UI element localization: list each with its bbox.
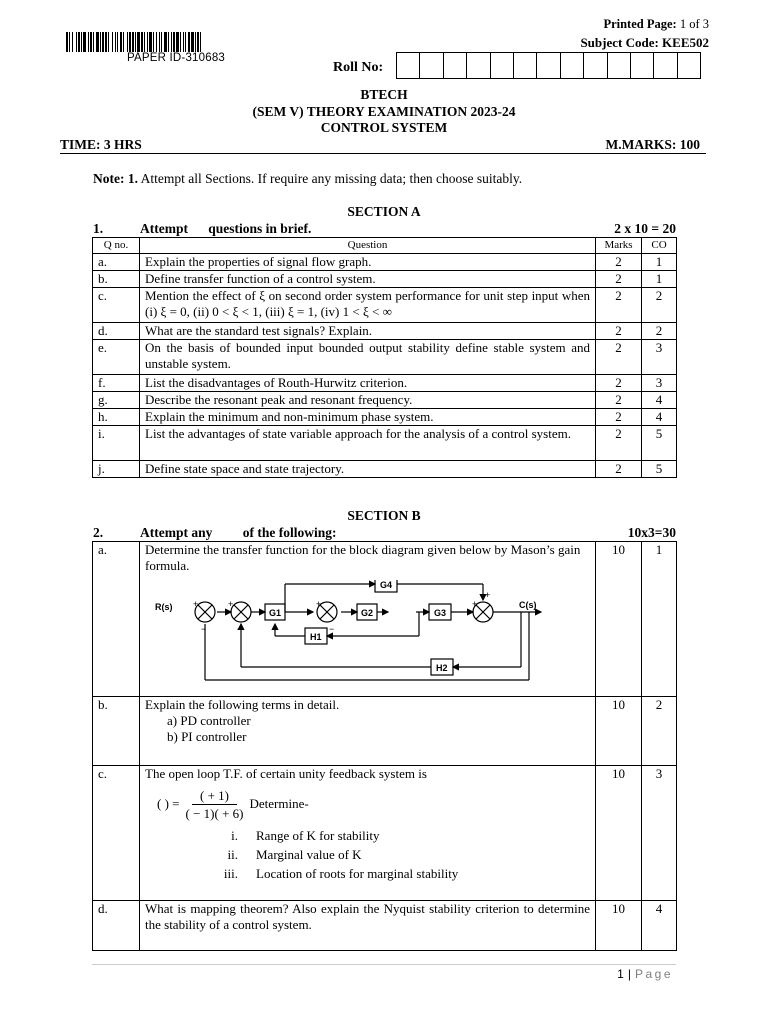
header-qno: Q no. <box>93 238 140 254</box>
g2-label: G2 <box>361 608 374 618</box>
table-row <box>93 271 677 288</box>
roll-no-box <box>631 53 654 78</box>
q-text: Explain the properties of signal flow graph. <box>140 254 596 271</box>
exam-note <box>93 171 522 187</box>
roll-no-box <box>491 53 514 78</box>
q-text: The open loop T.F. of certain unity feedback system is <box>145 766 427 781</box>
roll-no-box <box>678 53 701 78</box>
table-row <box>93 375 677 392</box>
q-text: Describe the resonant peak and resonant frequency. <box>140 392 596 409</box>
section-b-table <box>92 541 677 951</box>
q-no: e. <box>93 340 140 375</box>
section-b-title: SECTION B <box>347 508 421 523</box>
q-co: 5 <box>642 426 677 461</box>
roman-numeral: iii. <box>223 866 238 881</box>
question-number: 1. <box>93 221 104 236</box>
q-no: b. <box>93 271 140 288</box>
q-marks: 2 <box>596 409 642 426</box>
question-marks: 2 x 10 = 20 <box>614 221 676 236</box>
q-text: What are the standard test signals? Explain. <box>140 323 596 340</box>
q-co: 5 <box>642 461 677 478</box>
tf-determine: Determine- <box>249 796 309 811</box>
q-no: c. <box>93 288 140 323</box>
q-no: d. <box>93 323 140 340</box>
g3-label: G3 <box>434 608 447 618</box>
q-co: 4 <box>642 392 677 409</box>
footer-separator: | <box>627 967 631 981</box>
q-text-cell <box>140 697 596 766</box>
q-no: h. <box>93 409 140 426</box>
svg-text:+: + <box>193 599 199 609</box>
q-text-cell <box>140 766 596 901</box>
question-instruction: Attempt questions in brief. <box>140 221 312 236</box>
q-co: 4 <box>642 409 677 426</box>
q-co: 2 <box>642 697 677 766</box>
q-marks: 10 <box>596 901 642 951</box>
table-row <box>93 254 677 271</box>
q-text: Determine the transfer function for the block diagram given below by Mason’s gain formula. <box>145 542 581 573</box>
q-no: c. <box>93 766 140 901</box>
question-marks: 10x3=30 <box>627 525 676 540</box>
printed-page-label: Printed Page: <box>603 17 677 31</box>
note-text: Attempt all Sections. If require any missing data; then choose suitably. <box>140 171 523 186</box>
footer-divider <box>92 964 676 965</box>
q-text: Explain the minimum and non-minimum phase system. <box>140 409 596 426</box>
q-co: 3 <box>642 375 677 392</box>
time-limit: TIME: 3 HRS <box>60 137 142 152</box>
roman-list <box>145 826 590 883</box>
q-no: g. <box>93 392 140 409</box>
q-no: b. <box>93 697 140 766</box>
q-text: List the advantages of state variable approach for the analysis of a control system. <box>140 426 596 461</box>
printed-page-value: 1 of 3 <box>679 17 709 31</box>
q-text: Explain the following terms in detail. <box>145 697 340 712</box>
table-row <box>93 697 677 766</box>
q-no: i. <box>93 426 140 461</box>
roll-no-box <box>537 53 560 78</box>
q-marks: 2 <box>596 375 642 392</box>
q-no: j. <box>93 461 140 478</box>
block-diagram <box>145 580 545 685</box>
table-header-row <box>93 238 677 254</box>
q-no: f. <box>93 375 140 392</box>
input-label: R(s) <box>155 602 173 612</box>
list-item-text: Range of K for stability <box>256 828 380 843</box>
q-text: Define transfer function of a control system. <box>140 271 596 288</box>
q-text: On the basis of bounded input bounded output stability define stable system and unstable system. <box>140 340 596 375</box>
roll-no-label: Roll No: <box>333 60 384 75</box>
q-co: 4 <box>642 901 677 951</box>
list-item <box>200 845 590 864</box>
table-row <box>93 323 677 340</box>
section-a-table <box>92 237 677 478</box>
section-a-title: SECTION A <box>347 204 421 219</box>
q-marks: 10 <box>596 542 642 697</box>
roll-no-box <box>608 53 631 78</box>
table-row <box>93 766 677 901</box>
list-item-text: Marginal value of K <box>256 847 362 862</box>
note-label: Note: <box>93 171 125 186</box>
exam-title: (SEM V) THEORY EXAMINATION 2023-24 <box>252 104 516 119</box>
q-text-cell <box>140 542 596 697</box>
q-marks: 2 <box>596 392 642 409</box>
svg-text:−: − <box>237 624 243 634</box>
table-row <box>93 426 677 461</box>
roll-no-box <box>397 53 420 78</box>
g4-label: G4 <box>380 580 393 590</box>
h1-label: H1 <box>310 632 322 642</box>
transfer-function <box>157 784 590 824</box>
roll-no-box <box>561 53 584 78</box>
header-marks: Marks <box>596 238 642 254</box>
q-co: 3 <box>642 340 677 375</box>
q-text: What is mapping theorem? Also explain the Nyquist stability criterion to determine the stability of a control system. <box>140 901 596 951</box>
table-row <box>93 901 677 951</box>
table-row <box>93 340 677 375</box>
subject-code: Subject Code: KEE502 <box>580 35 709 50</box>
summing-junction <box>231 602 251 622</box>
q-marks: 10 <box>596 697 642 766</box>
page-footer <box>617 967 673 981</box>
q-co: 2 <box>642 323 677 340</box>
g1-label: G1 <box>269 608 282 618</box>
svg-text:+: + <box>485 590 491 600</box>
barcode <box>66 32 296 52</box>
roman-numeral: ii. <box>227 847 238 862</box>
q-marks: 2 <box>596 461 642 478</box>
roll-no-box <box>654 53 677 78</box>
header-co: CO <box>642 238 677 254</box>
q-marks: 2 <box>596 254 642 271</box>
list-item <box>200 864 590 883</box>
printed-page <box>603 17 709 32</box>
course-title: BTECH <box>360 87 408 102</box>
h2-label: H2 <box>436 663 448 673</box>
subject-title: CONTROL SYSTEM <box>320 120 448 135</box>
q-co: 1 <box>642 271 677 288</box>
q-marks: 2 <box>596 340 642 375</box>
q-co: 1 <box>642 542 677 697</box>
sub-items <box>145 713 590 745</box>
q-marks: 2 <box>596 271 642 288</box>
roman-numeral: i. <box>231 828 238 843</box>
question-number: 2. <box>93 525 104 540</box>
q-no: d. <box>93 901 140 951</box>
svg-text:+: + <box>316 599 322 609</box>
header-question: Question <box>140 238 596 254</box>
table-row <box>93 392 677 409</box>
table-row <box>93 288 677 323</box>
svg-text:+: + <box>472 599 478 609</box>
q-no: a. <box>93 542 140 697</box>
roll-no-box <box>584 53 607 78</box>
list-item <box>200 826 590 845</box>
roll-no-boxes <box>396 52 701 79</box>
sub-item: a) PD controller <box>167 713 251 728</box>
q-no: a. <box>93 254 140 271</box>
q-text: Define state space and state trajectory. <box>140 461 596 478</box>
note-number: 1. <box>127 171 138 186</box>
page-word: Page <box>634 967 673 981</box>
tf-fraction <box>186 787 244 822</box>
page-number: 1 <box>617 967 624 981</box>
table-row <box>93 409 677 426</box>
q-text: List the disadvantages of Routh-Hurwitz criterion. <box>140 375 596 392</box>
tf-numerator: ( + 1) <box>192 787 237 805</box>
output-label: C(s) <box>519 600 537 610</box>
roll-no-box <box>467 53 490 78</box>
roll-no-box <box>514 53 537 78</box>
roll-no-box <box>444 53 467 78</box>
question-instruction: Attempt any of the following: <box>140 525 337 540</box>
svg-text:−: − <box>201 624 207 634</box>
q-marks: 2 <box>596 426 642 461</box>
q-co: 3 <box>642 766 677 901</box>
max-marks: M.MARKS: 100 <box>605 137 700 152</box>
q-co: 2 <box>642 288 677 323</box>
q-marks: 2 <box>596 288 642 323</box>
tf-lhs: ( ) = <box>157 796 180 811</box>
table-row <box>93 461 677 478</box>
sub-item: b) PI controller <box>167 729 247 744</box>
q-marks: 10 <box>596 766 642 901</box>
q-marks: 2 <box>596 323 642 340</box>
table-row <box>93 542 677 697</box>
q-text: Mention the effect of ξ on second order system performance for unit step input when (i) ξ = 0, (ii) 0 < ξ < 1, (iii) ξ = 1, (iv) 1 < ξ < ∞ <box>140 288 596 323</box>
paper-id: PAPER ID-310683 <box>127 52 226 64</box>
roll-no-box <box>420 53 443 78</box>
tf-denominator: ( − 1)( + 6) <box>185 805 244 821</box>
q-co: 1 <box>642 254 677 271</box>
svg-text:−: − <box>329 624 335 634</box>
header-divider <box>60 153 706 154</box>
svg-text:+: + <box>228 599 234 609</box>
list-item-text: Location of roots for marginal stability <box>256 866 459 881</box>
